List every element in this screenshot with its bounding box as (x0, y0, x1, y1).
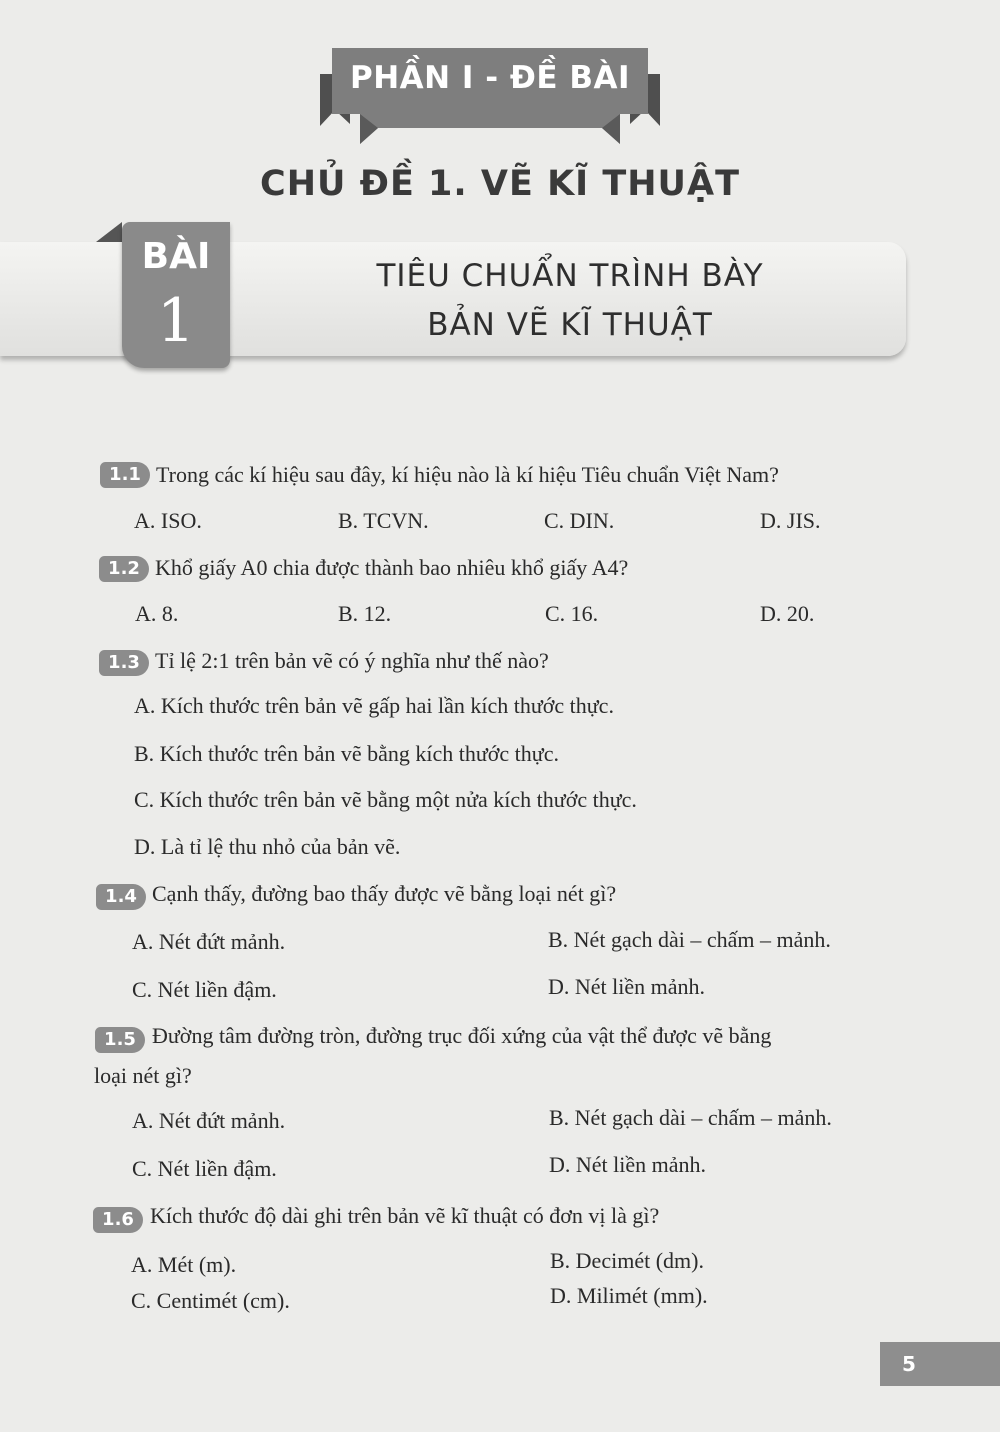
question-1-5-option-c: C. Nét liền đậm. (132, 1156, 277, 1181)
question-1-4-option-c: C. Nét liền đậm. (132, 977, 277, 1002)
lesson-number: 1 (156, 286, 196, 356)
question-1-2-option-a: A. 8. (135, 601, 179, 626)
question-1-4-text: Cạnh thấy, đường bao thấy được vẽ bằng loại nét gì? (152, 881, 617, 906)
question-1-6-option-b: B. Decimét (dm). (550, 1248, 704, 1273)
question-1-5-option-d: D. Nét liền mảnh. (549, 1152, 707, 1177)
question-badge-1-3: 1.3 (99, 650, 149, 676)
question-badge-1-2: 1.2 (99, 556, 149, 582)
question-1-6-option-a: A. Mét (m). (131, 1252, 237, 1277)
lesson-title-line1: TIÊU CHUẨN TRÌNH BÀY (376, 258, 764, 294)
question-1-2-option-b: B. 12. (338, 601, 392, 626)
part-banner-title: PHẦN I - ĐỀ BÀI (350, 60, 630, 96)
question-badge-1-4: 1.4 (96, 884, 146, 910)
question-1-3-option-b: B. Kích thước trên bản vẽ bằng kích thước thực. (134, 741, 559, 766)
question-1-1-option-a: A. ISO. (134, 508, 202, 533)
question-1-2-option-d: D. 20. (760, 601, 815, 626)
question-1-3-option-d: D. Là tỉ lệ thu nhỏ của bản vẽ. (134, 834, 401, 859)
question-1-3-text: Tỉ lệ 2:1 trên bản vẽ có ý nghĩa như thế nào? (155, 648, 549, 673)
page-number: 5 (880, 1342, 1000, 1386)
question-1-5-option-a: A. Nét đứt mảnh. (132, 1108, 286, 1133)
question-1-4-option-a: A. Nét đứt mảnh. (132, 929, 286, 954)
question-1-1-text: Trong các kí hiệu sau đây, kí hiệu nào là kí hiệu Tiêu chuẩn Việt Nam? (156, 462, 779, 487)
question-1-2-option-c: C. 16. (545, 601, 599, 626)
lesson-title-line2: BẢN VẼ KĨ THUẬT (427, 307, 713, 343)
question-badge-1-6: 1.6 (93, 1207, 143, 1233)
question-1-6-option-d: D. Milimét (mm). (550, 1283, 708, 1308)
question-1-4-option-d: D. Nét liền mảnh. (548, 974, 706, 999)
question-badge-1-5: 1.5 (95, 1027, 145, 1053)
question-1-1-option-c: C. DIN. (544, 508, 615, 533)
question-1-5-text-line2: loại nét gì? (94, 1063, 192, 1088)
question-1-3-option-a: A. Kích thước trên bản vẽ gấp hai lần kích thước thực. (134, 693, 614, 718)
lesson-word: BÀI (141, 236, 211, 277)
question-1-6-option-c: C. Centimét (cm). (131, 1288, 290, 1313)
question-1-2-text: Khổ giấy A0 chia được thành bao nhiêu khổ giấy A4? (155, 555, 629, 580)
question-1-6-text: Kích thước độ dài ghi trên bản vẽ kĩ thuật có đơn vị là gì? (150, 1203, 660, 1228)
question-1-5-option-b: B. Nét gạch dài – chấm – mảnh. (549, 1105, 832, 1130)
question-1-1-option-d: D. JIS. (760, 508, 821, 533)
part-banner (320, 44, 660, 144)
question-1-5-text-line1: Đường tâm đường tròn, đường trục đối xứng của vật thể được vẽ bằng (152, 1023, 772, 1048)
question-1-4-option-b: B. Nét gạch dài – chấm – mảnh. (548, 927, 831, 952)
question-badge-1-1: 1.1 (100, 462, 150, 488)
question-1-3-option-c: C. Kích thước trên bản vẽ bằng một nửa kích thước thực. (134, 787, 637, 812)
lesson-title (250, 252, 890, 350)
question-1-1-option-b: B. TCVN. (338, 508, 429, 533)
topic-title: CHỦ ĐỀ 1. VẼ KĨ THUẬT (260, 164, 740, 204)
